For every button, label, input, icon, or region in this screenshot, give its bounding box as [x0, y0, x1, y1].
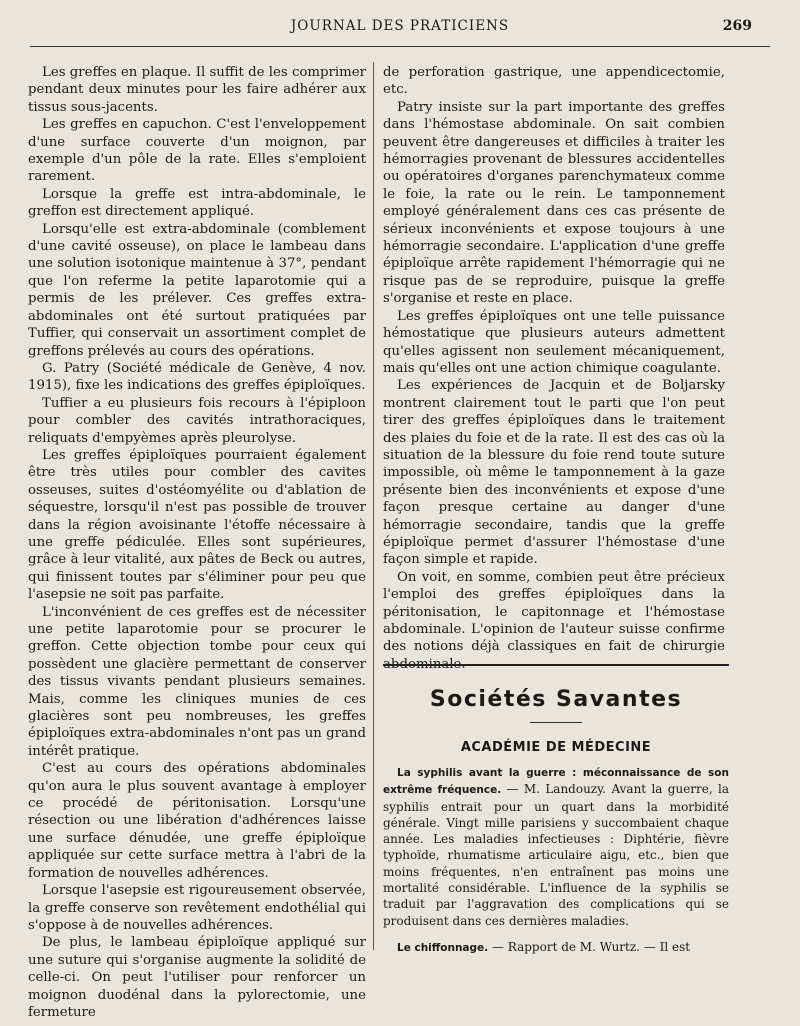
- page-number: 269: [722, 18, 752, 34]
- note-heading: La syphilis avant la guerre : méconnaissance de son extrême fréquence.: [383, 767, 729, 797]
- paragraph: G. Patry (Société médicale de Genève, 4 nov. 1915), fixe les indications des greffes épiploïques.: [28, 360, 366, 394]
- paragraph: Lorsqu'elle est extra-abdominale (comblement d'une cavité osseuse), on place le lambeau dans une solution isotonique maintenue à 37°, pendant que l'on referme la petite laparotomie qui a permis de les prélever. Ces greffes extra-abdominales ont été surtout pratiquées par Tuffier, qui conservait un assortiment complet de greffons prélevés au cours des opérations.: [28, 221, 366, 359]
- paragraph: de perforation gastrique, une appendicectomie, etc.: [383, 65, 725, 98]
- journal-title: JOURNAL DES PRATICIENS: [290, 18, 510, 34]
- paragraph: Les greffes épiploïques pourraient également être très utiles pour combler des cavites osseuses, suites d'ostéomyélite ou d'ablation de séquestre, lorsqu'il n'est pas possible de trouver dans la région avoisinante l'étoffe nécessaire à une greffe pédiculée. Elles sont supérieures, grâce à leur vitalité, aux pâtes de Beck ou autres, qui finissent toutes par s'éliminer pour peu que l'asepsie ne soit pas parfaite.: [28, 447, 366, 603]
- left-column: [28, 64, 366, 1021]
- column-divider: [373, 62, 374, 950]
- paragraph: C'est au cours des opérations abdominales qu'on aura le plus souvent avantage à employer ce procédé de péritonisation. Lorsqu'une résection ou une libération d'adhérences laisse une surface dénudée, une greffe épiploïque appliquée sur cette surface mettra à l'abri de la formation de nouvelles adhérences.: [28, 761, 366, 881]
- academy-heading: ACADÉMIE DE MÉDECINE: [460, 740, 652, 755]
- paragraph: Lorsque la greffe est intra-abdominale, le greffon est directement appliqué.: [28, 186, 366, 220]
- section-rule: [383, 664, 729, 666]
- paragraph: Les expériences de Jacquin et de Boljarsky montrent clairement tout le parti que l'on peut tirer des greffes épiploïques dans le traitement des plaies du foie et de la rate. Il est des cas où la situation de la blessure du foie rend toute suture impossible, où même le tamponnement à la gaze présente bien des inconvénients et expose d'une façon presque certaine au danger d'une hémorragie secondaire, tandis que la greffe épiploïque permet d'assurer l'hémostase d'une façon simple et rapide.: [383, 378, 725, 568]
- header-rule: [30, 46, 770, 47]
- note-body: — M. Landouzy. Avant la guerre, la syphilis entrait pour un quart dans la morbidité générale. Vingt mille parisiens y succombaient chaque année. Les maladies infectieuses : Diphtérie, fièvre typhoïde, rhumatisme articulaire aigu, etc., bien que moins fréquentes, n'en entraînent pas moins une mortalité considérable. L'influence de la syphilis se traduit par l'aggravation des complications qui se produisent dans ces dernières maladies.: [383, 782, 729, 928]
- section-title: Sociétés Savantes: [429, 687, 683, 712]
- paragraph: Patry insiste sur la part importante des greffes dans l'hémostase abdominale. On sait combien peuvent être dangereuses et difficiles à traiter les hémorragies provenant de blessures accidentelles ou opératoires d'organes parenchymateux comme le foie, la rate ou le rein. Le tamponnement employé généralement dans ces cas présente de sérieux inconvénients et expose toujours à une hémorragie secondaire. L'application d'une greffe épiploïque arrête rapidement l'hémorragie qui ne risque pas de se reproduire, puisque la greffe s'organise et reste en place.: [383, 99, 725, 307]
- paragraph: Les greffes en plaque. Il suffit de les comprimer pendant deux minutes pour les faire adhérer aux tissus sous-jacents.: [28, 65, 366, 115]
- paragraph: Tuffier a eu plusieurs fois recours à l'épiploon pour combler des cavités intrathoraciques, reliquats d'empyèmes après pleurolyse.: [28, 395, 366, 446]
- academy-notes: [383, 764, 729, 956]
- note-body: — Rapport de M. Wurtz. — Il est: [488, 939, 691, 954]
- paragraph: On voit, en somme, combien peut être précieux l'emploi des greffes épiploïques dans la péritonisation, le capitonnage et l'hémostase abdominale. L'opinion de l'auteur suisse confirme des notions déjà classiques en fait de chirurgie abdominale.: [383, 569, 725, 672]
- note-paragraph: [383, 764, 729, 929]
- title-underline: [530, 722, 582, 723]
- right-column: [383, 64, 725, 673]
- note-paragraph: [383, 939, 729, 956]
- paragraph: Lorsque l'asepsie est rigoureusement observée, la greffe conserve son revêtement endothélial qui s'oppose à de nouvelles adhérences.: [28, 883, 366, 933]
- paragraph: Les greffes en capuchon. C'est l'enveloppement d'une surface couverte d'un moignon, par exemple d'un pôle de la rate. Elles s'emploient rarement.: [28, 117, 366, 185]
- paragraph: L'inconvénient de ces greffes est de nécessiter une petite laparotomie pour se procurer le greffon. Cette objection tombe pour ceux qui possèdent une glacière permettant de conserver des tissus vivants pendant plusieurs semaines. Mais, comme les cliniques munies de ces glacières sont peu nombreuses, les greffes épiploïques extra-abdominales n'ont pas un grand intérêt pratique.: [28, 604, 366, 759]
- paragraph: Les greffes épiploïques ont une telle puissance hémostatique que plusieurs auteurs admettent qu'elles agissent non seulement mécaniquement, mais qu'elles ont une action chimique coagulante.: [383, 308, 725, 376]
- running-header: [30, 18, 770, 40]
- paragraph: De plus, le lambeau épiploïque appliqué sur une suture qui s'organise augmente la solidité de celle-ci. On peut l'utiliser pour renforcer un moignon duodénal dans la pylorectomie, une fermeture: [28, 935, 366, 1020]
- note-heading: Le chiffonnage.: [397, 941, 489, 954]
